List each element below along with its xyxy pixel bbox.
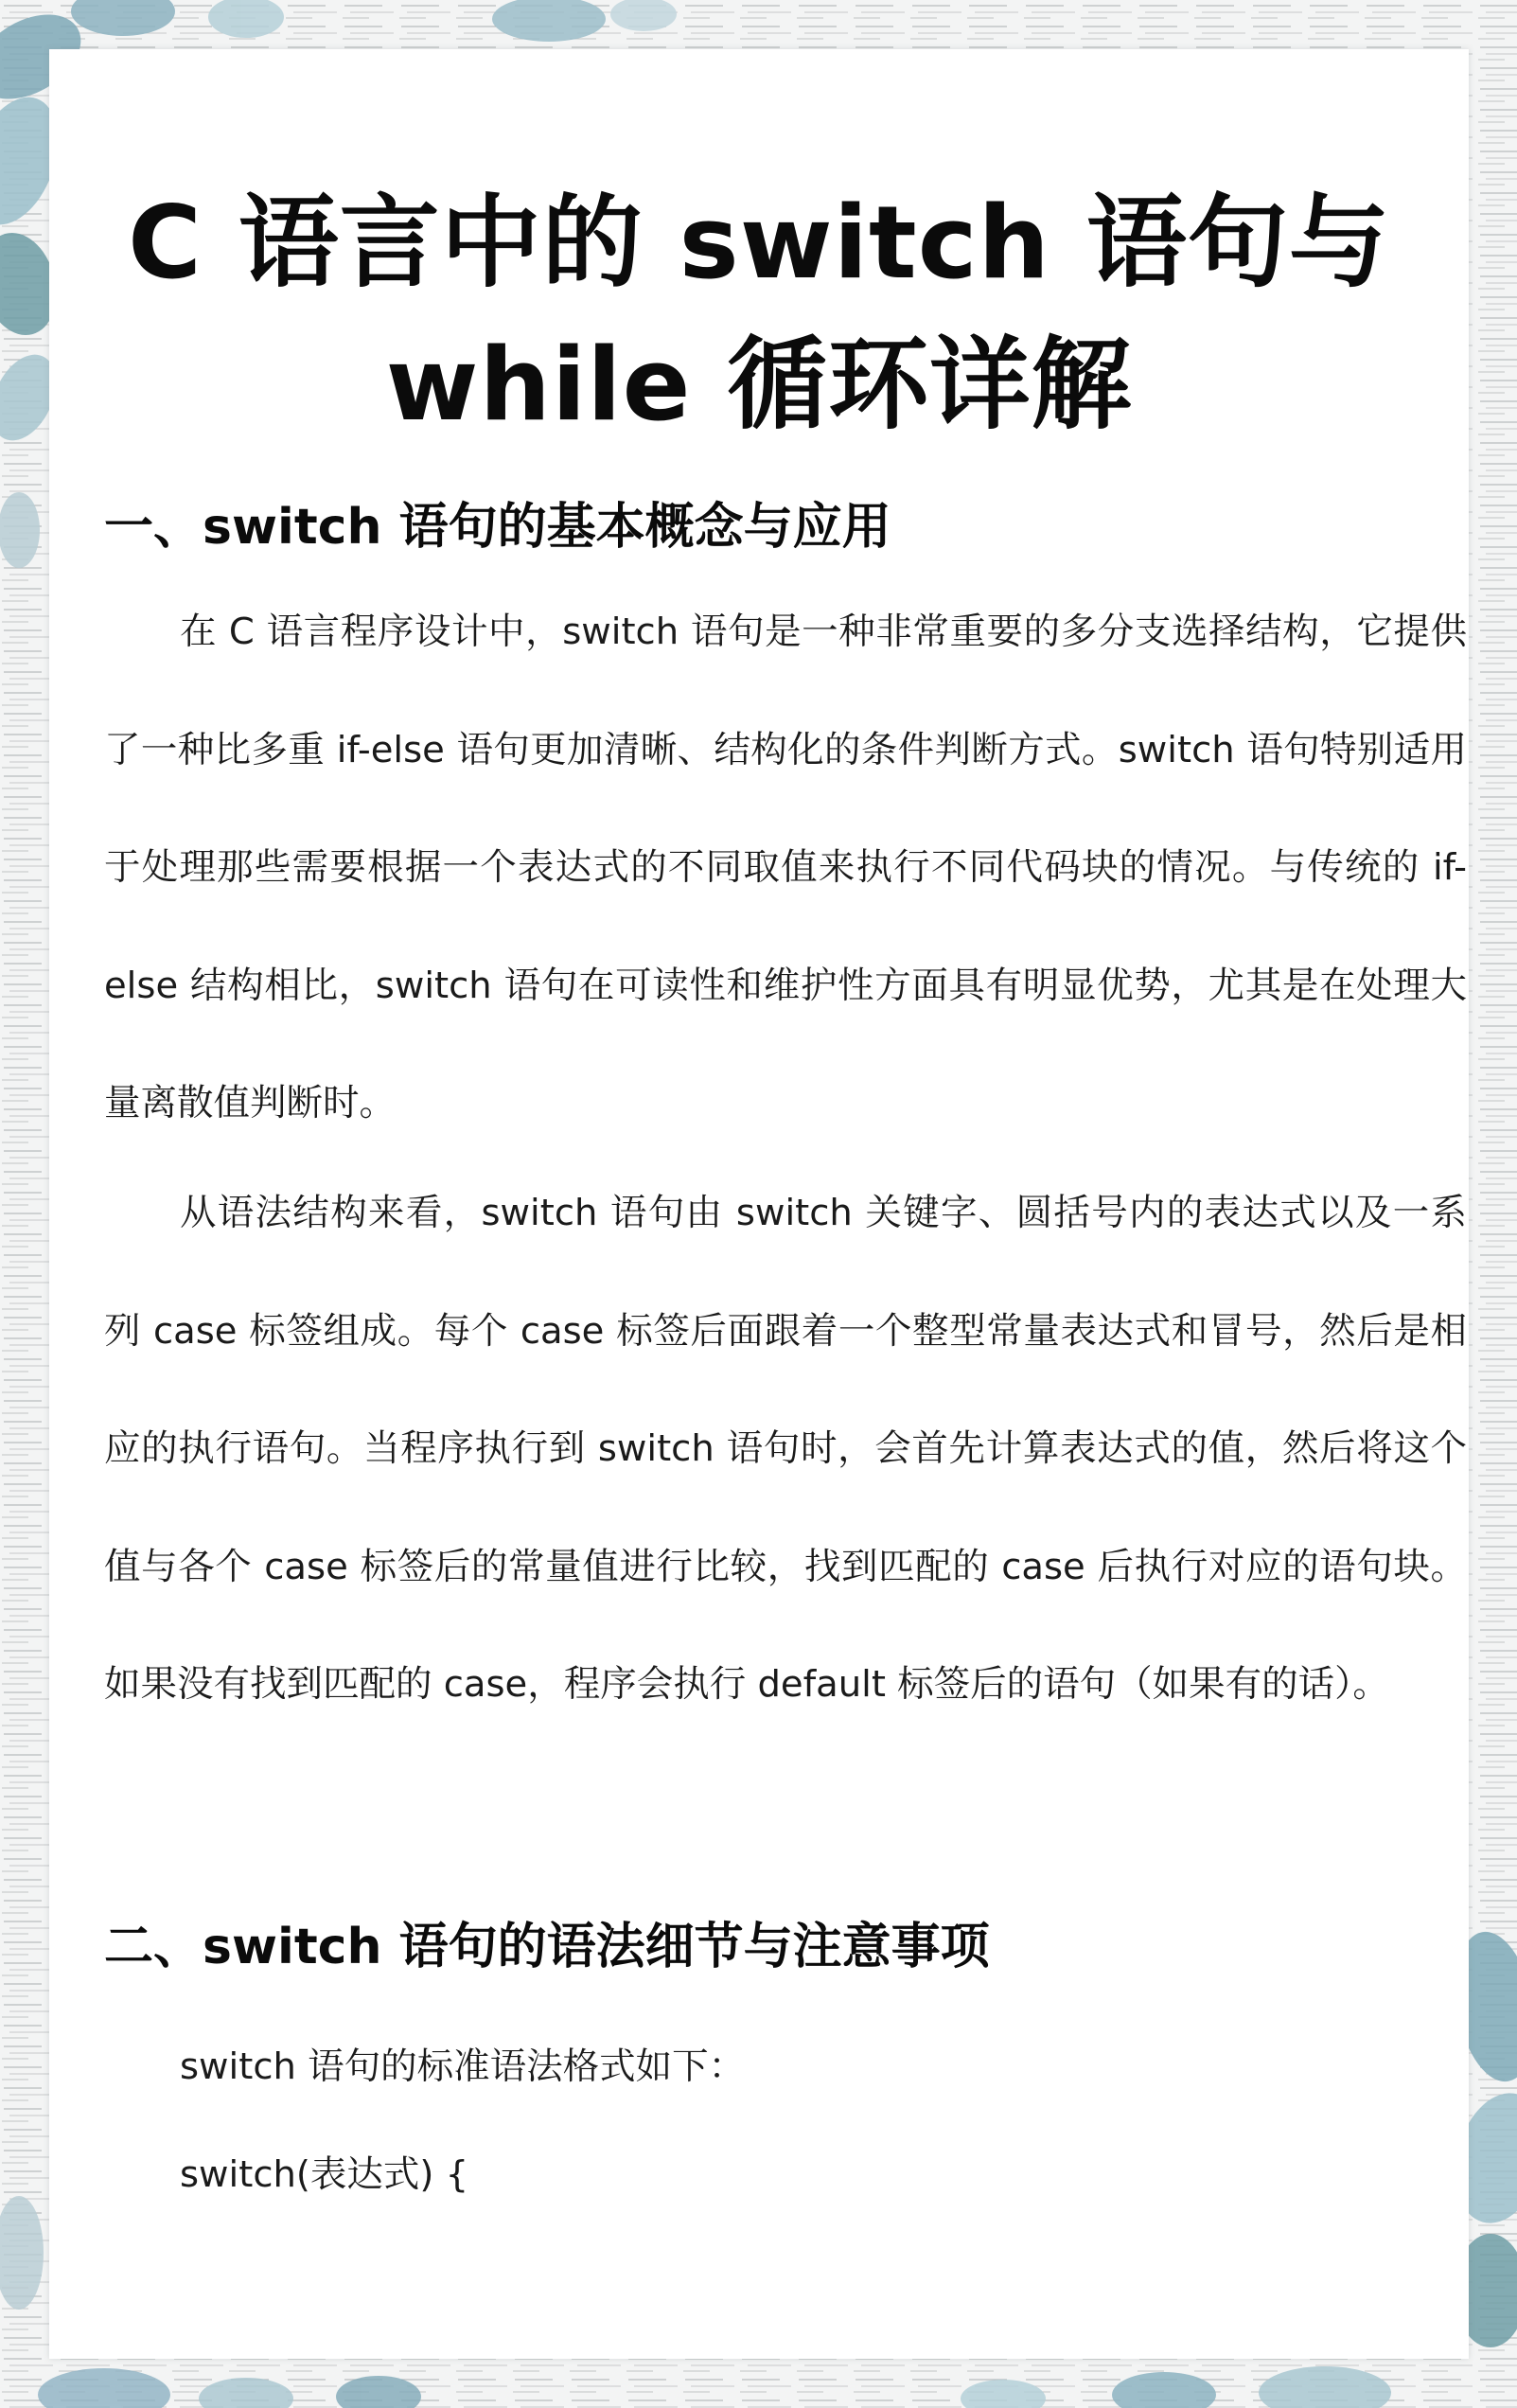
section-2-heading: 二、switch 语句的语法细节与注意事项 — [104, 1919, 990, 1975]
code-line-switch: switch(表达式) { — [180, 2153, 469, 2196]
section-1-paragraph-2: 从语法结构来看，switch 语句由 switch 关键字、圆括号内的表达式以及一系列 case 标签组成。每个 case 标签后面跟着一个整型常量表达式和冒号，然后是相应的执行语句。当程序执行到 switch 语句时，会首先计算表达式的值，然后将这个值与各个 case 标签后的常量值进行比较，找到匹配的 case 后执行对应的语句块。如果没有找到匹配的 case，程序会执行 default 标签后的语句（如果有的话）。 — [104, 1192, 1467, 1706]
section-1-paragraph-1: 在 C 语言程序设计中，switch 语句是一种非常重要的多分支选择结构，它提供了一种比多重 if-else 语句更加清晰、结构化的条件判断方式。switch 语句特别适用于处理那些需要根据一个表达式的不同取值来执行不同代码块的情况。与传统的 if-else 结构相比，switch 语句在可读性和维护性方面具有明显优势，尤其是在处理大量离散值判断时。 — [104, 611, 1467, 1124]
section-2-intro: switch 语句的标准语法格式如下： — [180, 2045, 746, 2088]
section-1-heading: 一、switch 语句的基本概念与应用 — [104, 499, 891, 556]
title-line-2: while 循环详解 — [385, 327, 1133, 443]
document-title — [49, 172, 1469, 456]
title-line-1: C 语言中的 switch 语句与 — [128, 185, 1390, 301]
document-page — [49, 49, 1469, 2359]
